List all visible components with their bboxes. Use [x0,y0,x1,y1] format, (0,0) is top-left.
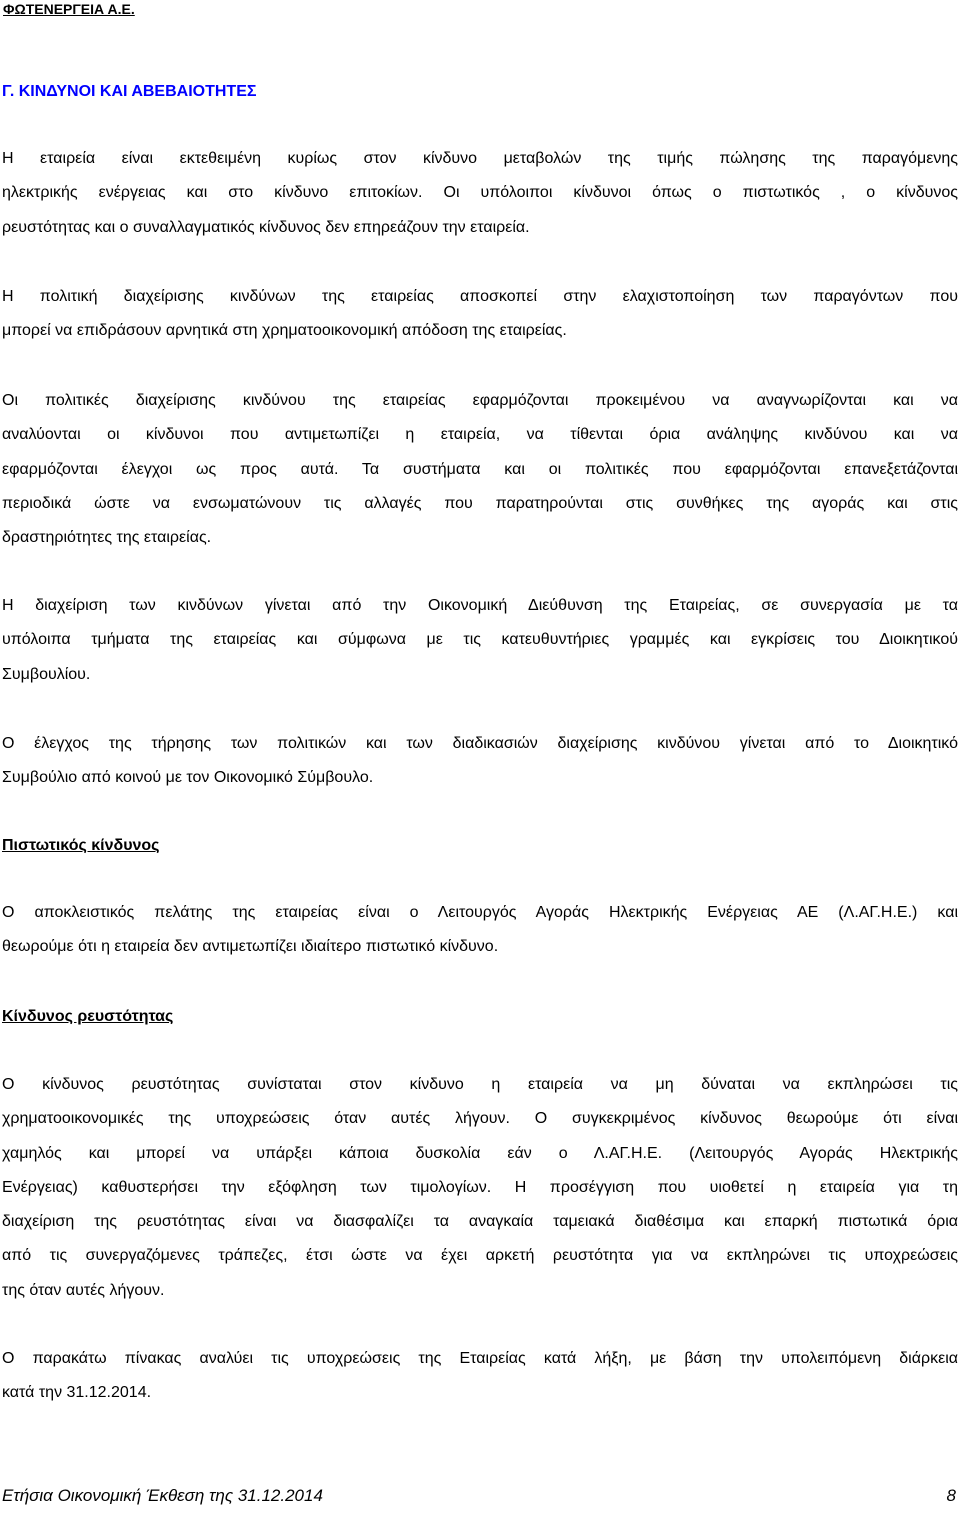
paragraph-line: Ο κίνδυνος ρευστότητας συνίσταται στον κίνδυνο η εταιρεία να μη δύναται να εκπληρώσει τις [2,1076,958,1093]
paragraph-line: Η πολιτική διαχείρισης κινδύνων της εταιρείας αποσκοπεί στην ελαχιστοποίηση των παραγόντων που [2,288,958,305]
paragraph-line: Ο αποκλειστικός πελάτης της εταιρείας είναι ο Λειτουργός Αγοράς Ηλεκτρικής Ενέργειας ΑΕ (Λ.ΑΓ.Η.Ε.) και [2,904,958,921]
paragraph-line: κατά την 31.12.2014. [2,1384,152,1402]
paragraph-line: από τις συνεργαζόμενες τράπεζες, έτσι ώστε να έχει αρκετή ρευστότητα για να εκπληρώνει τις υποχρεώσεις [2,1247,958,1265]
page-number: 8 [946,1486,956,1505]
paragraph-line: χρηματοοικονομικές της υποχρεώσεις όταν αυτές λήγουν. Ο συγκεκριμένος κίνδυνος θεωρούμε ότι είναι [2,1110,958,1128]
paragraph-line: Συμβουλίου. [2,665,91,683]
paragraph-line: δραστηριότητες της εταιρείας. [2,529,212,547]
section-title: Γ. ΚΙΝΔΥΝΟΙ ΚΑΙ ΑΒΕΒΑΙΟΤΗΤΕΣ [2,83,257,100]
paragraph-credit-risk [2,896,958,965]
paragraph-line: Συμβούλιο από κοινού με τον Οικονομικό Σύμβουλο. [2,769,374,787]
paragraph-line: Ο παρακάτω πίνακας αναλύει τις υποχρεώσεις της Εταιρείας κατά λήξη, με βάση την υπολειπόμενη διάρκεια [2,1350,958,1367]
paragraph-line: ηλεκτρικής ενέργειας και στο κίνδυνο επιτοκίων. Οι υπόλοιποι κίνδυνοι όπως ο πιστωτικός , ο κίνδυνος [2,184,958,202]
subheading-credit-risk: Πιστωτικός κίνδυνος [2,837,160,854]
paragraph-line: Η εταιρεία είναι εκτεθειμένη κυρίως στον κίνδυνο μεταβολών της τιμής πώλησης της παραγόμενης [2,150,958,167]
paragraph-maturity-table-intro [2,1342,958,1411]
paragraph-line: Ο έλεγχος της τήρησης των πολιτικών και των διαδικασιών διαχείρισης κινδύνου γίνεται από το Διοικητικό [2,735,958,752]
paragraph-line: θεωρούμε ότι η εταιρεία δεν αντιμετωπίζει ιδιαίτερο πιστωτικό κίνδυνο. [2,938,499,956]
paragraph-line: ρευστότητας και ο συναλλαγματικός κίνδυνος δεν επηρεάζουν την εταιρεία. [2,218,530,236]
company-header: ΦΩΤΕΝΕΡΓΕΙΑ Α.Ε. [3,1,135,17]
footer-title: Ετήσια Οικονομική Έκθεση της 31.12.2014 [2,1486,323,1505]
paragraph-line: υπόλοιπα τμήματα της εταιρείας και σύμφωνα με τις κατευθυντήριες γραμμές και εγκρίσεις του Διοικητικού [2,631,958,649]
paragraph-line: εφαρμόζονται έλεγχοι ως προς αυτά. Τα συστήματα και οι πολιτικές που εφαρμόζονται επανεξετάζονται [2,460,958,478]
paragraph-line: χαμηλός και μπορεί να υπάρξει κάποια δυσκολία εάν ο Λ.ΑΓ.Η.Ε. (Λειτουργός Αγοράς Ηλεκτρικής [2,1144,958,1162]
paragraph-line: Οι πολιτικές διαχείρισης κινδύνου της εταιρείας εφαρμόζονται προκειμένου να αναγνωρίζονται και να [2,392,958,409]
paragraph-liquidity-risk [2,1068,958,1308]
paragraph-risk-exposure [2,142,958,245]
paragraph-line: διαχείριση της ρευστότητας είναι να διασφαλίζει τα αναγκαία ταμειακά διαθέσιμα και επαρκή πιστωτικά όρια [2,1213,958,1231]
paragraph-line: αναλύονται οι κίνδυνοι που αντιμετωπίζει η εταιρεία, να τίθενται όρια ανάληψης κινδύνου και να [2,426,958,444]
paragraph-line: Ενέργειας) καθυστερήσει την εξόφληση των τιμολογίων. Η προσέγγιση που υιοθετεί η εταιρεία για τη [2,1178,958,1196]
paragraph-policy-control [2,727,958,796]
subheading-liquidity-risk: Κίνδυνος ρευστότητας [2,1008,174,1025]
paragraph-risk-procedures [2,384,958,555]
paragraph-line: περιοδικά ώστε να ενσωματώνουν τις αλλαγές που παρατηρούνται στις συνθήκες της αγοράς και στις [2,494,958,512]
paragraph-risk-management [2,589,958,692]
paragraph-line: μπορεί να επιδράσουν αρνητικά στη χρηματοοικονομική απόδοση της εταιρείας. [2,322,567,340]
paragraph-line: της όταν αυτές λήγουν. [2,1281,165,1299]
paragraph-line: Η διαχείριση των κινδύνων γίνεται από την Οικονομική Διεύθυνση της Εταιρείας, σε συνεργασία με τα [2,597,958,614]
paragraph-risk-policy [2,280,958,349]
